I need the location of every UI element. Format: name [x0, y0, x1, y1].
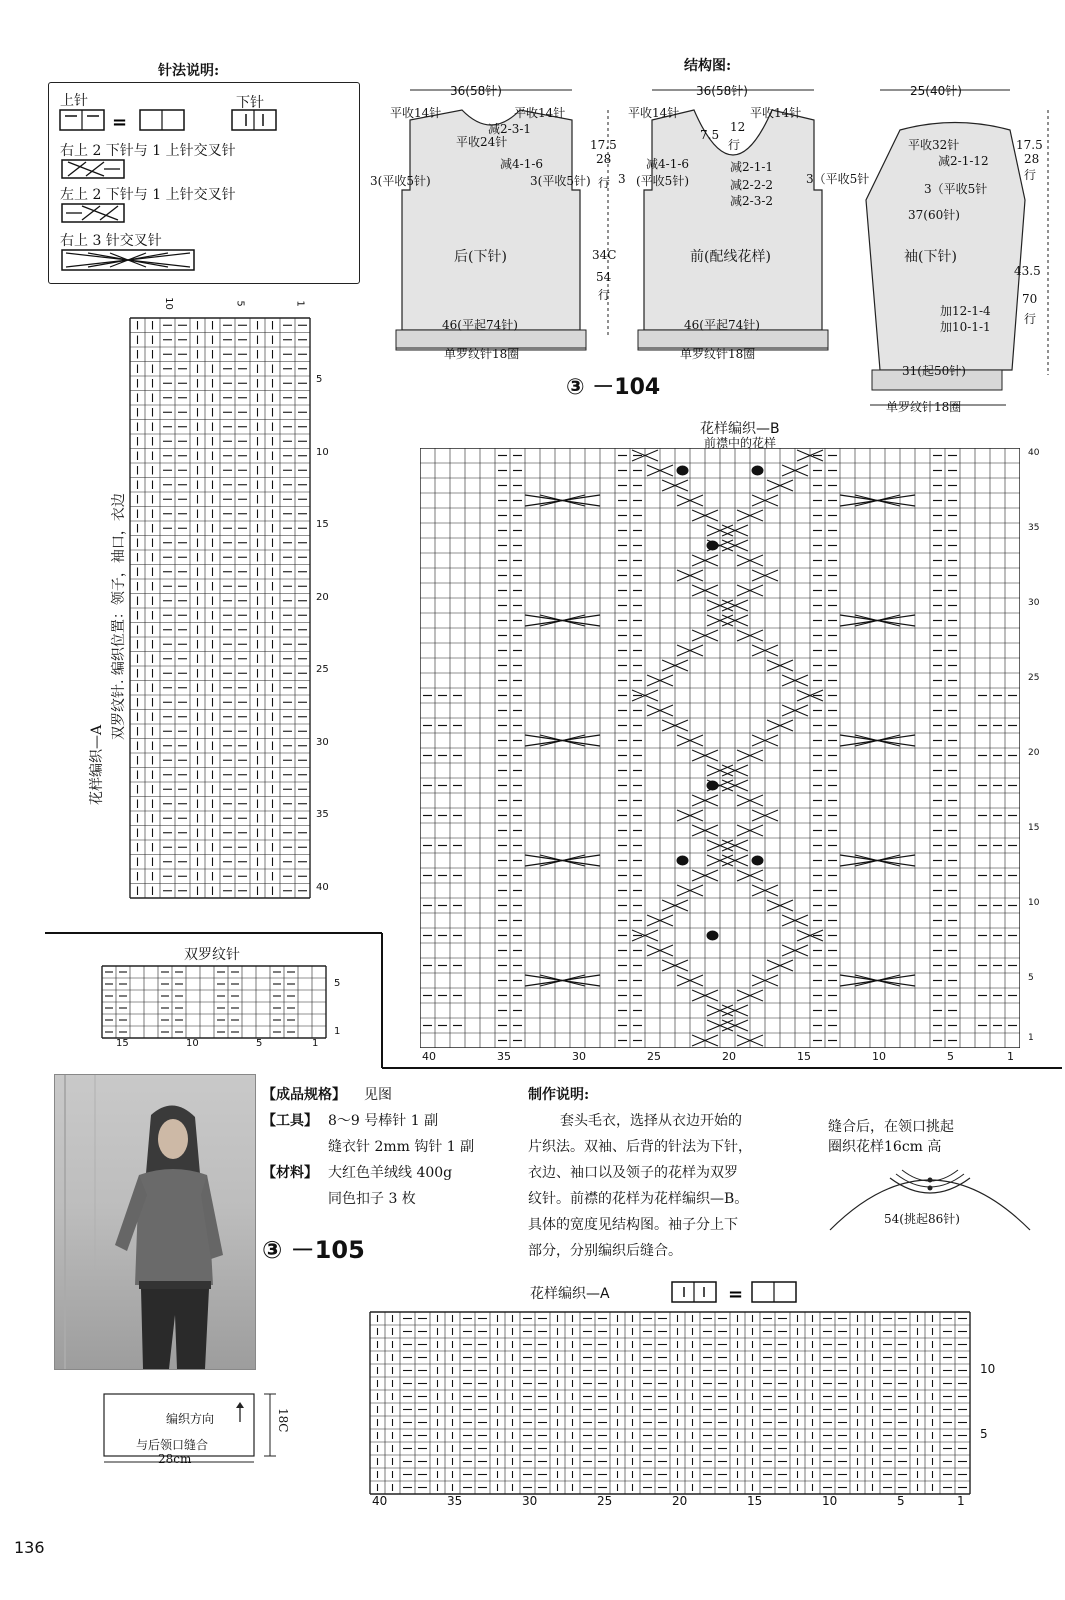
chart-a-bottom-row-label: 5: [980, 1427, 988, 1441]
legend-cross1-symbol: [60, 158, 130, 182]
sleeve-armhole: 3（平收5针: [924, 182, 988, 196]
front-shoulder-right: 平收14针: [750, 106, 802, 120]
double-rib-row-label: 5: [334, 978, 341, 989]
instructions-line-6: 部分，分别编织后缝合。: [528, 1243, 682, 1259]
chart-a-tall-col-label: 10: [162, 297, 174, 310]
sleeve-dim-28: 28: [1024, 152, 1040, 166]
legend-equals: =: [112, 112, 128, 133]
legend-cross3-symbol: [60, 248, 200, 274]
structure-title: 结构图:: [684, 58, 732, 74]
back-neck-bind: 平收24针: [456, 135, 508, 149]
front-name: 前(配线花样): [690, 249, 771, 265]
sleeve-inc2: 加10-1-1: [940, 320, 991, 334]
chart-a-bottom-col-label: 1: [957, 1494, 965, 1508]
spec-size-value: 见图: [364, 1087, 392, 1103]
front-bottom: 46(平起74针): [684, 318, 760, 332]
double-rib-row-label: 1: [334, 1026, 341, 1037]
front-top-width: 36(58针): [696, 84, 748, 98]
chart-b-col-label: 30: [572, 1050, 586, 1063]
dim-3: 3: [618, 172, 626, 186]
sleeve-bottom: 31(起50针): [902, 364, 966, 378]
chart-b-row-label: 5: [1028, 973, 1034, 983]
spec-material-value2: 同色扣子 3 枚: [328, 1191, 416, 1207]
chart-b-col-label: 20: [722, 1050, 736, 1063]
front-armhole-left: (平收5针): [636, 174, 689, 188]
chart-a-bottom-col-label: 15: [747, 1494, 763, 1508]
spec-material-label: 【材料】: [262, 1165, 318, 1181]
chart-b-row-label: 20: [1028, 748, 1040, 758]
sleeve-upper: 37(60针): [908, 208, 960, 222]
chart-a-bottom-col-label: 5: [897, 1494, 905, 1508]
spec-tools-label: 【工具】: [262, 1113, 318, 1129]
bobble-mark: [677, 856, 689, 866]
back-top-width: 36(58针): [450, 84, 502, 98]
front-dec-a: 减2-1-1: [730, 160, 774, 174]
chart-a-tall-caption1: 花样编织—A: [89, 724, 105, 805]
chart-b-row-label: 30: [1028, 598, 1040, 608]
sleeve-dim-70: 70: [1022, 292, 1038, 306]
chart-a-tall-row-label: 20: [316, 591, 329, 603]
front-dec-b: 减2-2-2: [730, 178, 774, 192]
sleeve-top-width: 25(40针): [910, 84, 962, 98]
front-neck-w: 7.5: [700, 128, 720, 142]
chart-a-tall-lines: [130, 318, 310, 898]
dim-17-5: 17.5: [590, 138, 617, 152]
double-rib-col-label: 5: [256, 1038, 263, 1049]
chart-a-bottom-lines: [370, 1312, 970, 1494]
chart-a-bottom-grid: [368, 1310, 974, 1496]
chart-a-tall-row-label: 30: [316, 736, 329, 748]
chart-a-bottom-col-label: 35: [447, 1494, 463, 1508]
back-shoulder-right: 平收14针: [514, 106, 566, 120]
chart-b-col-label: 5: [947, 1050, 954, 1063]
chart-a-tall-row-label: 25: [316, 664, 329, 675]
chart-b-col-label: 25: [647, 1050, 661, 1063]
double-rib-title: 双罗纹针: [184, 947, 240, 963]
legend-knit-label: 上针: [60, 93, 88, 109]
bobble-mark: [707, 541, 719, 551]
back-shoulder-left: 平收14针: [390, 106, 442, 120]
chart-a-tall-row-label: 15: [316, 519, 329, 530]
instructions-line-5: 具体的宽度见结构图。袖子分上下: [528, 1217, 738, 1233]
chart-a-tall-row-label: 10: [316, 446, 329, 458]
chart-a-bottom-col-label: 20: [672, 1494, 688, 1508]
spec-tools-value2: 缝衣针 2mm 钩针 1 副: [328, 1139, 475, 1155]
dim-34c: 34C: [592, 248, 617, 262]
sleeve-rib: 单罗纹针18圈: [886, 400, 962, 414]
chart-a-tall-caption2: 双罗纹针. 编织位置：领子，袖口，衣边: [111, 493, 127, 740]
dim-54: 54: [596, 270, 612, 284]
bobble-mark: [752, 466, 764, 476]
double-rib-col-label: 1: [312, 1038, 319, 1049]
sleeve-dim-17-5: 17.5: [1016, 138, 1043, 152]
chart-a-tall-row-label: 5: [316, 374, 323, 385]
legend-purl-label: 下针: [236, 95, 264, 111]
collar-bottom: 54(挑起86针): [884, 1212, 960, 1226]
collar-box-height: 18C: [276, 1408, 290, 1433]
model-photo: [54, 1074, 256, 1370]
chart-b-col-label: 10: [872, 1050, 886, 1063]
collar-box-seam: 与后领口缝合: [136, 1438, 209, 1452]
chart-b-row-label: 15: [1028, 823, 1040, 833]
chart-b-col-label: 15: [797, 1050, 811, 1063]
double-rib-grid: [100, 964, 330, 1039]
front-dec-left: 减4-1-6: [646, 157, 690, 171]
collar-note-2: 圈织花样16cm 高: [828, 1139, 942, 1155]
sleeve-cap-bind: 平收32针: [908, 138, 960, 152]
front-rib: 单罗纹针18圈: [680, 347, 756, 361]
chart-b-col-label: 35: [497, 1050, 511, 1063]
legend-symbols: [56, 106, 286, 136]
chart-a-bottom-legend: [670, 1280, 810, 1306]
sleeve-dim-43-5: 43.5: [1014, 264, 1041, 278]
legend-cross1-label: 右上 2 下针与 1 上针交叉针: [60, 143, 236, 159]
chart-a-bottom-title: 花样编织—A: [530, 1286, 610, 1302]
chart-a-bottom-row-label: 10: [980, 1362, 996, 1376]
chart-a-bottom-col-label: 25: [597, 1494, 613, 1508]
front-neck-h-unit: 行: [728, 138, 741, 152]
double-rib-col-label: 15: [116, 1038, 129, 1049]
page-number: 136: [14, 1538, 45, 1557]
spec-tools-value1: 8～9 号棒针 1 副: [328, 1113, 439, 1129]
instructions-title: 制作说明:: [528, 1087, 590, 1103]
legend-title: 针法说明:: [158, 63, 220, 79]
back-armhole-left: 3(平收5针): [370, 174, 431, 188]
instructions-line-1: 套头毛衣，选择从衣边开始的: [560, 1113, 742, 1129]
collar-box-direction: 编织方向: [166, 1412, 215, 1426]
bobble-mark: [752, 856, 764, 866]
chart-a-tall-row-label: 35: [316, 809, 329, 820]
chart-b-row-label: 25: [1028, 673, 1040, 683]
chart-b-row-label: 10: [1028, 898, 1040, 908]
legend-cross2-symbol: [60, 202, 130, 226]
chart-b-row-label: 35: [1028, 523, 1040, 533]
model-figure: [55, 1075, 255, 1369]
bobble-mark: [707, 781, 719, 791]
instructions-line-3: 衣边、袖口以及领子的花样为双罗: [528, 1165, 738, 1181]
spec-size-label: 【成品规格】: [262, 1087, 346, 1103]
back-rib: 单罗纹针18圈: [444, 347, 520, 361]
spec-material-value1: 大红色羊绒线 400g: [328, 1165, 453, 1181]
double-rib-lines: [102, 966, 326, 1038]
front-dec-c: 减2-3-2: [730, 194, 774, 208]
double-rib-col-label: 10: [186, 1038, 199, 1049]
collar-box: [100, 1390, 290, 1470]
chart-a-tall-col-label: 5: [234, 300, 246, 307]
legend-cross3-label: 右上 3 针交叉针: [60, 233, 162, 249]
sleeve-inc1: 加12-1-4: [940, 304, 991, 318]
code-105: ③ －105: [262, 1236, 365, 1264]
front-shoulder-left: 平收14针: [628, 106, 680, 120]
chart-b-col-label: 1: [1007, 1050, 1014, 1063]
back-side-dec: 减4-1-6: [500, 157, 544, 171]
code-104: ③ －104: [566, 375, 661, 400]
chart-a-tall-grid: [128, 316, 318, 906]
chart-a-bottom-col-label: 10: [822, 1494, 838, 1508]
chart-b-title: 花样编织—B: [700, 421, 780, 437]
chart-a-bottom-equals: =: [728, 1284, 744, 1305]
sleeve-dim-row2: 行: [1024, 312, 1037, 326]
dim-row1: 行: [598, 176, 611, 190]
dim-row2: 行: [598, 288, 611, 302]
front-armhole-right: 3（平收5针: [806, 172, 870, 186]
dim-28: 28: [596, 152, 612, 166]
chart-a-bottom-col-label: 30: [522, 1494, 538, 1508]
sleeve-cap-dec: 减2-1-12: [938, 154, 989, 168]
chart-a-tall-col-label: 1: [294, 300, 306, 307]
back-armhole-right: 3(平收5针): [530, 174, 591, 188]
front-neck-h: 12: [730, 120, 746, 134]
chart-a-bottom-col-label: 40: [372, 1494, 388, 1508]
chart-b-row-label: 1: [1028, 1033, 1034, 1043]
sleeve-dim-row1: 行: [1024, 168, 1037, 182]
chart-b-col-label: 40: [422, 1050, 436, 1063]
legend-cross2-label: 左上 2 下针与 1 上针交叉针: [60, 187, 236, 203]
sleeve-name: 袖(下针): [904, 249, 957, 265]
instructions-line-4: 纹针。前襟的花样为花样编织—B。: [528, 1191, 749, 1207]
back-bottom: 46(平起74针): [442, 318, 518, 332]
chart-b-subtitle: 前襟中的花样: [704, 436, 777, 450]
instructions-line-2: 片织法。双袖、后背的针法为下针，: [528, 1139, 752, 1155]
chart-b-row-label: 40: [1028, 448, 1040, 458]
collar-note-1: 缝合后，在领口挑起: [828, 1119, 954, 1135]
back-neck-dec: 减2-3-1: [488, 122, 532, 136]
bobble-mark: [677, 466, 689, 476]
chart-a-tall-row-label: 40: [316, 881, 329, 893]
back-name: 后(下针): [454, 249, 507, 265]
collar-box-width: 28cm: [158, 1452, 192, 1466]
